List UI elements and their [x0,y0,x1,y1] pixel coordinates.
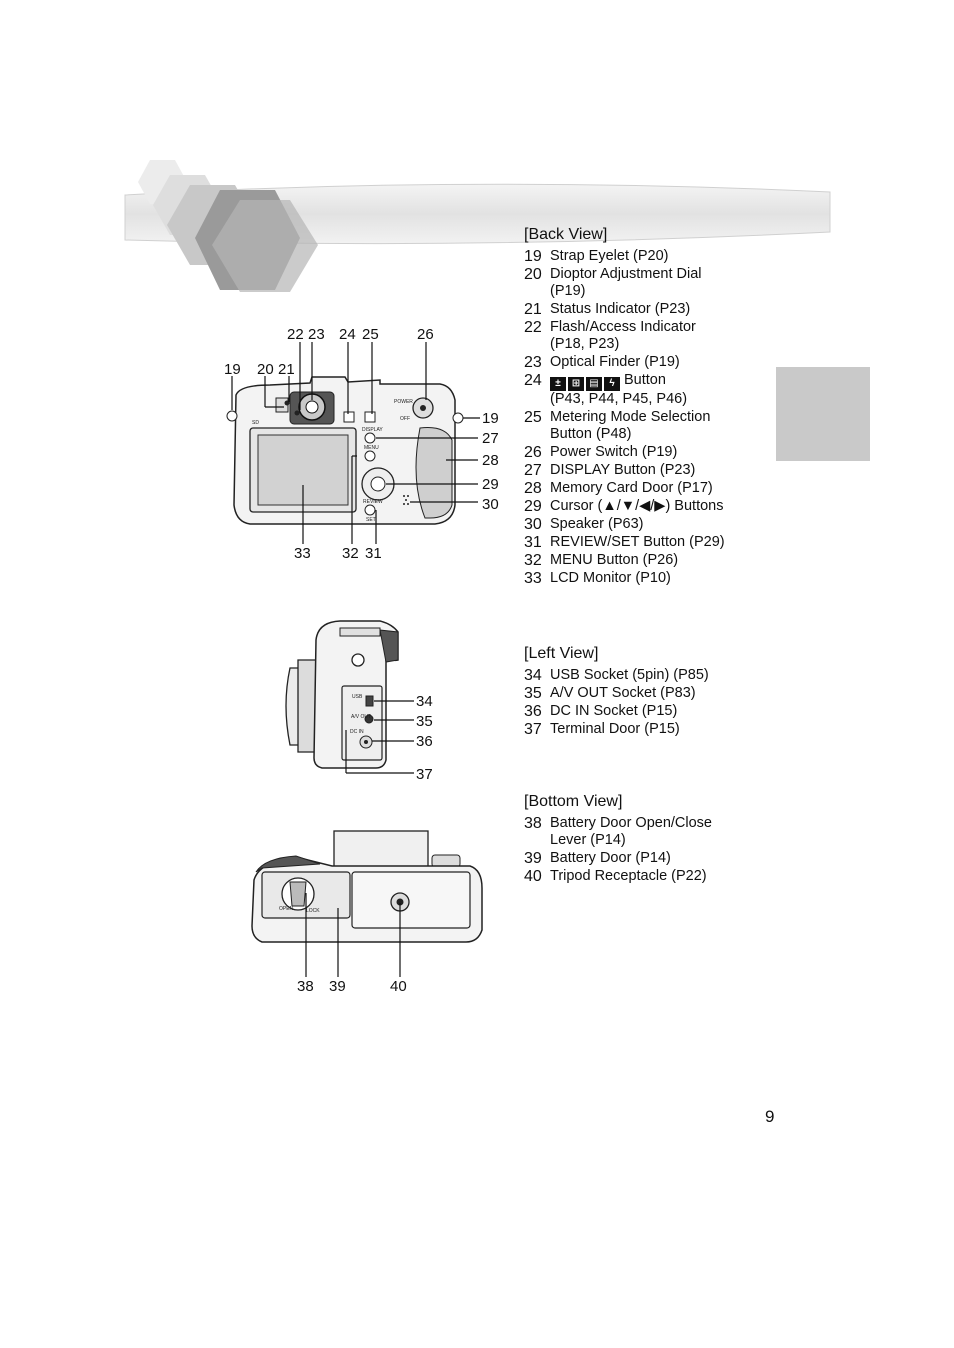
item-number: 29 [524,498,542,515]
item-number: 40 [524,868,542,885]
lock-mark: LOCK [306,908,320,914]
left-view-heading: [Left View] [524,645,599,662]
callout-32: 32 [342,545,359,562]
item-text: MENU Button (P26) [550,552,679,568]
item-number: 30 [524,516,542,533]
list-item [524,534,725,551]
callout-20: 20 [257,361,274,378]
item-text: Dioptor Adjustment Dial (P19) [550,266,702,299]
item-number: 31 [524,534,542,551]
list-item [524,667,709,684]
callout-36: 36 [416,733,433,750]
callout-38: 38 [297,978,314,995]
item-text: DC IN Socket (P15) [550,703,678,719]
item-number: 34 [524,667,542,684]
callout-22: 22 [287,326,304,343]
list-item [524,850,712,867]
item-number: 22 [524,319,542,336]
item-text: Power Switch (P19) [550,444,678,460]
list-item [524,552,725,569]
list-item [524,516,725,533]
bottom-view-section [524,792,712,886]
item-number: 33 [524,570,542,587]
bottom-view-camera [252,831,482,942]
item-number: 26 [524,444,542,461]
item-text: Status Indicator (P23) [550,301,691,317]
item-number: 21 [524,301,542,318]
list-item [524,372,725,408]
item-text: Memory Card Door (P17) [550,480,713,496]
callout-40: 40 [390,978,407,995]
item-text: Battery Door (P14) [550,850,671,866]
callout-30: 30 [482,496,499,513]
bottom-view-heading: [Bottom View] [524,793,623,810]
item-number: 27 [524,462,542,479]
item-text: Terminal Door (P15) [550,721,680,737]
callout-33: 33 [294,545,311,562]
list-item [524,354,725,371]
item-text: Optical Finder (P19) [550,354,680,370]
list-item [524,444,725,461]
list-item [524,248,725,265]
callout-19b: 19 [482,410,499,427]
callout-24: 24 [339,326,356,343]
item-text: Tripod Receptacle (P22) [550,868,707,884]
bottom-view-list [524,815,712,885]
item-number: 19 [524,248,542,265]
power-mark: POWER [394,399,413,405]
page-number: 9 [765,1107,775,1126]
list-item [524,498,725,515]
callout-34: 34 [416,693,433,710]
review-mark: REVIEW [363,499,383,505]
open-mark: OPEN [279,906,294,912]
callout-25: 25 [362,326,379,343]
menu-mark: MENU [364,445,379,451]
usb-mark: USB [352,694,363,700]
flash-adjust-icon: ϟ [604,377,620,391]
callout-23: 23 [308,326,325,343]
list-item [524,815,712,849]
callout-37: 37 [416,766,433,783]
list-item [524,703,709,720]
list-item [524,570,725,587]
list-item [524,721,709,738]
back-view-list [524,248,725,587]
left-view-list [524,667,709,738]
item-number: 24 [524,372,542,389]
list-item [524,480,725,497]
burst-icon: ▤ [586,377,602,391]
callout-26: 26 [417,326,434,343]
back-view-section [524,225,725,588]
item-number: 39 [524,850,542,867]
item-text: LCD Monitor (P10) [550,570,671,586]
item-text: Metering Mode Selection Button (P48) [550,409,711,442]
item-number: 25 [524,409,542,426]
list-item [524,266,725,300]
callout-28: 28 [482,452,499,469]
item-text: USB Socket (5pin) (P85) [550,667,709,683]
set-mark: SET [366,517,376,523]
item-text: Battery Door Open/Close Lever (P14) [550,815,712,848]
item-text: Button (P43, P44, P45, P46) [550,372,688,407]
mode-icons [550,377,620,391]
list-item [524,868,712,885]
callout-31: 31 [365,545,382,562]
item-text: Flash/Access Indicator (P18, P23) [550,319,696,352]
item-number: 32 [524,552,542,569]
item-text: Cursor (▲/▼/◀/▶) Buttons [550,498,724,514]
item-number: 37 [524,721,542,738]
callout-21: 21 [278,361,295,378]
item-number: 38 [524,815,542,832]
callout-19a: 19 [224,361,241,378]
list-item [524,462,725,479]
item-number: 28 [524,480,542,497]
back-view-heading: [Back View] [524,226,608,243]
display-mark: DISPLAY [362,427,383,433]
list-item [524,319,725,353]
item-text: Speaker (P63) [550,516,644,532]
auto-bracket-icon: ⊞ [568,377,584,391]
item-number: 20 [524,266,542,283]
av-out-mark: A/V OUT [351,714,372,720]
item-text: A/V OUT Socket (P83) [550,685,696,701]
item-number: 35 [524,685,542,702]
callout-27: 27 [482,430,499,447]
item-text-24 [550,372,687,408]
item-number: 36 [524,703,542,720]
list-item [524,301,725,318]
sd-mark: SD [252,420,259,426]
item-number: 23 [524,354,542,371]
callout-39: 39 [329,978,346,995]
callout-29: 29 [482,476,499,493]
left-view-section [524,644,709,739]
exposure-icon: ± [550,377,566,391]
off-mark: OFF [400,416,410,422]
dc-in-mark: DC IN [350,729,364,735]
list-item [524,685,709,702]
list-item [524,409,725,443]
item-text: DISPLAY Button (P23) [550,462,696,478]
item-text: Strap Eyelet (P20) [550,248,669,264]
callout-35: 35 [416,713,433,730]
item-text: REVIEW/SET Button (P29) [550,534,725,550]
left-view-camera [286,621,398,768]
